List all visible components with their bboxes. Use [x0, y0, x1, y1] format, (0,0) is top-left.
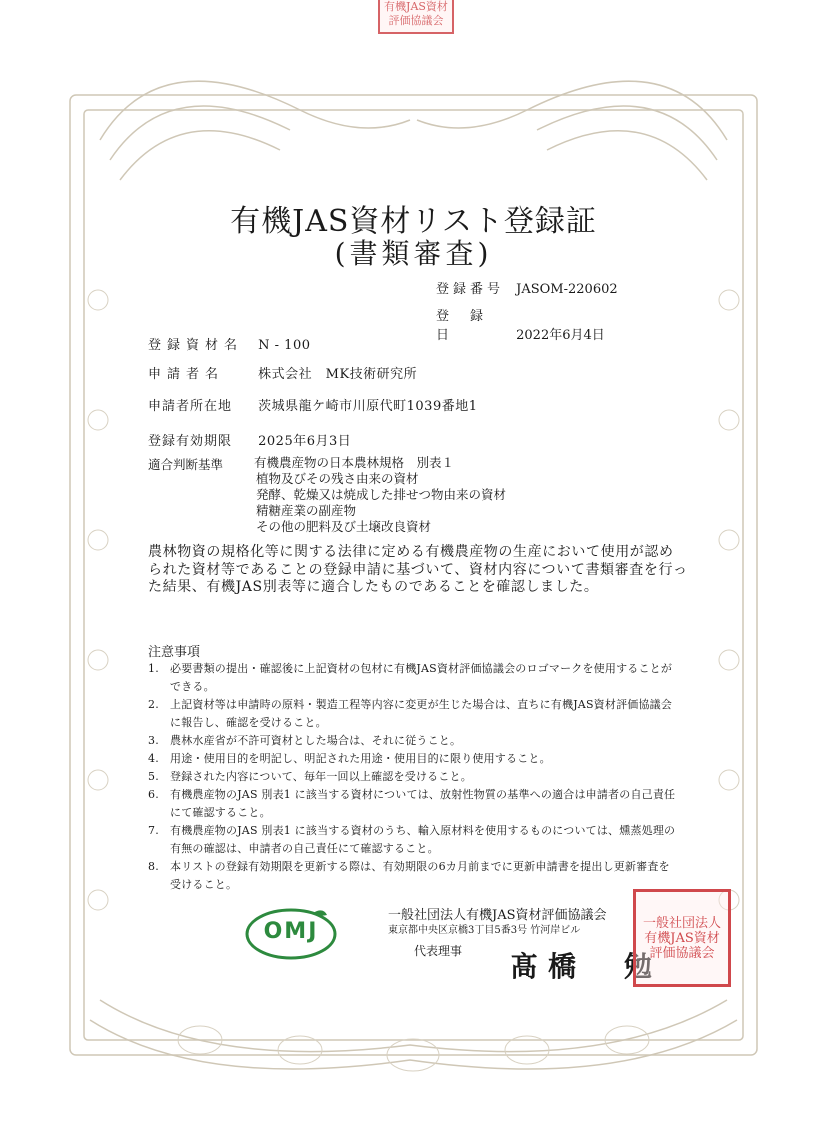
note-text: 用途・使用目的を明記し、明記された用途・使用目的に限り使用すること。: [170, 752, 551, 765]
omj-logo: [243, 905, 339, 963]
note-item: [148, 786, 678, 822]
issuer-organization: 一般社団法人有機JAS資材評価協議会: [388, 908, 607, 923]
note-text: 有機農産物のJAS 別表1 に該当する資材のうち、輸入原材料を使用するものについては、燻蒸処理の有無の確認は、申請者の自己責任にて確認すること。: [170, 824, 676, 855]
note-text: 登録された内容について、毎年一回以上確認を受けること。: [170, 770, 472, 783]
note-number: 7.: [148, 824, 159, 837]
registration-number-value: JASOM-220602: [516, 282, 618, 297]
validity-label: 登録有効期限: [148, 434, 233, 449]
note-text: 上記資材等は申請時の原料・製造工程等内容に変更が生じた場合は、直ちに有機JAS資材評価協議会に報告し、確認を受けること。: [170, 698, 673, 729]
material-label: 登録資材名: [148, 338, 244, 353]
registration-date-value: 2022年6月4日: [516, 328, 605, 343]
top-seal: [378, 0, 454, 34]
registration-number-label: 登録番号: [436, 282, 505, 297]
validity-value: 2025年6月3日: [258, 434, 352, 449]
note-item: [148, 660, 678, 696]
note-item: [148, 732, 678, 750]
note-item: [148, 768, 678, 786]
basis-line: 発酵、乾燥又は焼成した排せつ物由来の資材: [256, 487, 507, 502]
note-number: 6.: [148, 788, 159, 801]
omj-logo-text: OMJ: [263, 919, 319, 944]
issuer-address: 東京都中央区京橋3丁目5番3号 竹河岸ビル: [388, 925, 581, 936]
note-text: 必要書類の提出・確認後に上記資材の包材に有機JAS資材評価協議会のロゴマークを使用することができる。: [170, 662, 673, 693]
note-number: 3.: [148, 734, 159, 747]
note-item: [148, 858, 678, 894]
basis-label: 適合判断基準: [148, 457, 224, 472]
representative-title: 代表理事: [414, 944, 463, 958]
note-number: 2.: [148, 698, 159, 711]
registration-number-row: [436, 278, 618, 297]
applicant-label: 申請者名: [148, 367, 225, 382]
certificate-title: 有機JAS資材リスト登録証: [230, 204, 597, 239]
certificate-subtitle: (書類審査): [334, 237, 493, 270]
applicant-value: 株式会社 MK技術研究所: [258, 367, 418, 382]
address-value: 茨城県龍ケ崎市川原代町1039番地1: [258, 399, 478, 414]
material-value: N - 100: [258, 338, 311, 353]
note-item: [148, 696, 678, 732]
basis-lines: [254, 455, 614, 535]
material-row: [148, 334, 311, 353]
applicant-row: [148, 363, 417, 382]
registration-date-row: [436, 305, 605, 343]
basis-line: 有機農産物の日本農林規格 別表１: [254, 455, 455, 470]
note-number: 5.: [148, 770, 159, 783]
top-seal-text: 有機JAS資材評価協議会: [384, 0, 448, 27]
note-text: 有機農産物のJAS 別表1 に該当する資材については、放射性物質の基準への適合は申請者の自己責任にて確認すること。: [170, 788, 676, 819]
validity-row: [148, 430, 351, 449]
note-text: 農林水産省が不許可資材とした場合は、それに従うこと。: [170, 734, 462, 747]
address-row: [148, 395, 478, 414]
notes-list: [148, 660, 678, 894]
note-number: 8.: [148, 860, 159, 873]
address-label: 申請者所在地: [148, 399, 233, 414]
registration-date-label: 登 録 日: [436, 309, 505, 343]
notes-title: 注意事項: [148, 645, 201, 660]
note-item: [148, 822, 678, 858]
representative-name: 髙橋 勉: [510, 950, 663, 983]
organization-seal-text: 一般社団法人有機JAS資材評価協議会: [642, 915, 721, 961]
note-number: 4.: [148, 752, 159, 765]
basis-line: その他の肥料及び土壌改良資材: [256, 519, 432, 534]
note-number: 1.: [148, 662, 159, 675]
basis-line: 精糖産業の副産物: [256, 503, 357, 518]
organization-seal: [633, 889, 731, 987]
note-text: 本リストの登録有効期限を更新する際は、有効期限の6カ月前までに更新申請書を提出し更新審査を受けること。: [170, 860, 670, 891]
certification-statement: 農林物資の規格化等に関する法律に定める有機農産物の生産において使用が認められた資材等であることの登録申請に基づいて、資材内容について書類審査を行った結果、有機JAS別表等に適合したものであることを確認しました。: [148, 544, 688, 595]
note-item: [148, 750, 678, 768]
basis-line: 植物及びその残さ由来の資材: [256, 471, 419, 486]
